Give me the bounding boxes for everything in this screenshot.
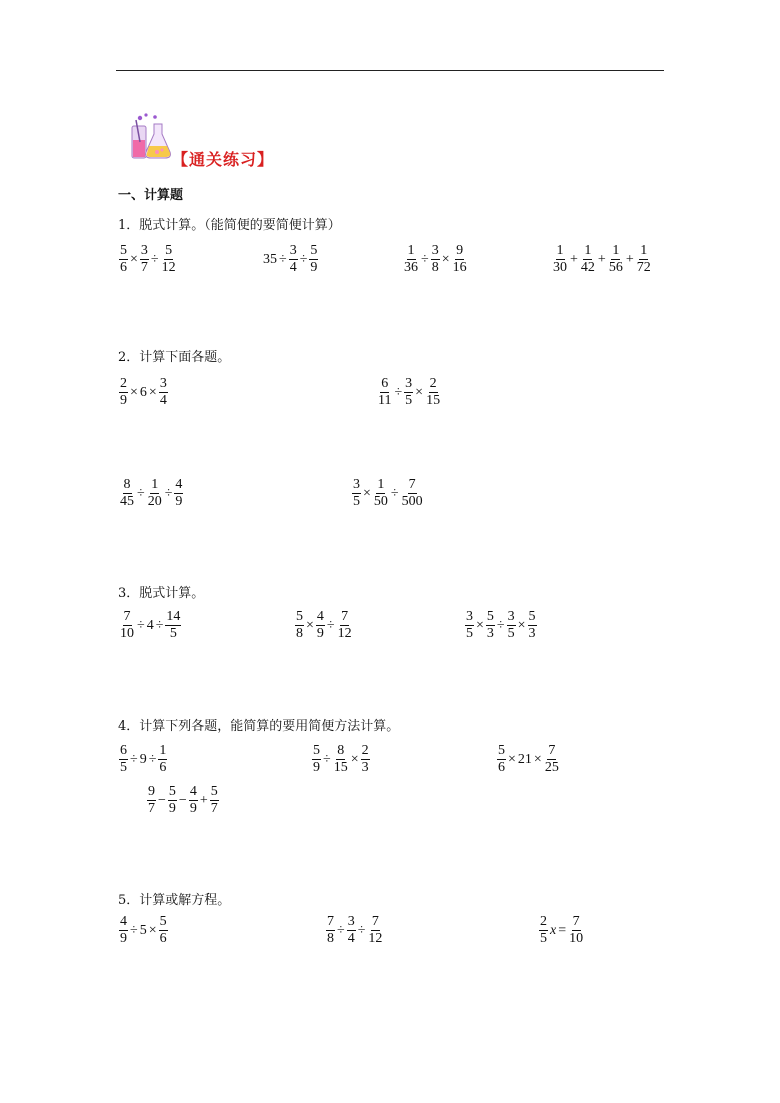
- denominator: 6: [498, 760, 505, 775]
- denominator: 11: [378, 393, 392, 408]
- denominator: 9: [120, 393, 127, 408]
- number: 5: [139, 922, 147, 938]
- fraction: [528, 609, 537, 642]
- fraction: [119, 914, 128, 947]
- numerator: 3: [353, 477, 360, 492]
- fraction: [119, 376, 128, 409]
- fraction: [352, 477, 361, 510]
- numerator: 7: [548, 743, 556, 758]
- operator: ÷: [137, 617, 145, 633]
- operator: ÷: [155, 617, 164, 633]
- numerator: 1: [640, 243, 648, 258]
- expression-q3-3: [464, 609, 538, 642]
- expression-q2-2: [376, 376, 442, 409]
- fraction: [552, 243, 568, 276]
- fraction: [337, 609, 353, 642]
- operator: ×: [130, 251, 138, 267]
- operator: ×: [441, 251, 450, 267]
- numerator: 5: [165, 243, 173, 258]
- numerator: 5: [296, 609, 303, 624]
- operator: ×: [148, 384, 157, 400]
- denominator: 9: [175, 494, 183, 509]
- operator: ÷: [150, 251, 159, 267]
- expression-q4-3: [496, 743, 561, 776]
- numerator: 3: [347, 914, 355, 929]
- fraction: [289, 243, 298, 276]
- denominator: 30: [553, 260, 567, 275]
- expression-q1-4: [551, 243, 653, 276]
- numerator: 5: [120, 243, 127, 258]
- expression-q4-4: [146, 784, 220, 817]
- fraction: [377, 376, 392, 409]
- operator: ÷: [299, 251, 308, 267]
- operator: ÷: [357, 922, 366, 938]
- operator: ÷: [323, 751, 331, 767]
- operator: ×: [517, 617, 526, 633]
- fraction: [165, 609, 181, 642]
- fraction: [147, 477, 163, 510]
- denominator: 4: [347, 931, 355, 946]
- header-rule: [116, 70, 664, 71]
- denominator: 12: [161, 260, 176, 275]
- numerator: 4: [189, 784, 197, 799]
- fraction: [401, 477, 424, 510]
- fraction: [295, 609, 304, 642]
- operator: ÷: [421, 251, 429, 267]
- fraction: [497, 743, 506, 776]
- fraction: [168, 784, 177, 817]
- denominator: 7: [210, 801, 218, 816]
- numerator: 1: [151, 477, 159, 492]
- expression-q4-2: [311, 743, 371, 776]
- denominator: 15: [333, 760, 348, 775]
- fraction: [361, 743, 370, 776]
- denominator: 9: [120, 931, 127, 946]
- expression-q5-3: [538, 914, 585, 947]
- numerator: 2: [120, 376, 127, 391]
- operator: ÷: [279, 251, 287, 267]
- operator: =: [558, 922, 567, 938]
- operator: ÷: [394, 384, 403, 400]
- denominator: 9: [310, 260, 318, 275]
- operator: ÷: [148, 751, 157, 767]
- fraction: [309, 243, 318, 276]
- fraction: [119, 477, 135, 510]
- operator: ×: [476, 617, 484, 633]
- numerator: 5: [486, 609, 494, 624]
- denominator: 3: [486, 626, 494, 641]
- fraction: [119, 609, 135, 642]
- denominator: 4: [289, 260, 297, 275]
- denominator: 7: [148, 801, 155, 816]
- numerator: 2: [429, 376, 437, 391]
- denominator: 9: [168, 801, 176, 816]
- operator: ÷: [137, 485, 145, 501]
- numerator: 1: [612, 243, 620, 258]
- denominator: 6: [159, 931, 167, 946]
- numerator: 5: [310, 243, 318, 258]
- fraction: [580, 243, 596, 276]
- fraction: [425, 376, 441, 409]
- operator: ×: [508, 751, 516, 767]
- question-5-label: 5．计算或解方程。: [118, 893, 231, 908]
- numerator: 7: [408, 477, 416, 492]
- fraction: [373, 477, 389, 510]
- fraction: [159, 914, 168, 947]
- numerator: 7: [123, 609, 131, 624]
- denominator: 4: [159, 393, 167, 408]
- denominator: 5: [507, 626, 515, 641]
- numerator: 1: [556, 243, 564, 258]
- number: 9: [139, 751, 147, 767]
- numerator: 3: [289, 243, 297, 258]
- expression-q1-2: [262, 243, 319, 276]
- numerator: 9: [148, 784, 155, 799]
- numerator: 4: [316, 609, 324, 624]
- denominator: 9: [313, 760, 320, 775]
- denominator: 3: [361, 760, 369, 775]
- fraction: [367, 914, 383, 947]
- numerator: 3: [507, 609, 515, 624]
- numerator: 1: [584, 243, 592, 258]
- fraction: [636, 243, 652, 276]
- number: 4: [146, 617, 154, 633]
- expression-q3-2: [294, 609, 354, 642]
- fraction: [568, 914, 584, 947]
- operator: ×: [130, 384, 138, 400]
- question-4-label: 4．计算下列各题，能简算的要用简便方法计算。: [118, 719, 400, 734]
- numerator: 5: [159, 914, 167, 929]
- number: 6: [139, 384, 147, 400]
- fraction: [608, 243, 624, 276]
- numerator: 14: [166, 609, 181, 624]
- expression-q5-2: [325, 914, 384, 947]
- numerator: 1: [407, 243, 415, 258]
- number: 21: [517, 751, 532, 767]
- numerator: 3: [159, 376, 167, 391]
- numerator: 5: [168, 784, 176, 799]
- denominator: 5: [353, 494, 360, 509]
- fraction: [159, 376, 168, 409]
- numerator: 2: [540, 914, 547, 929]
- expression-q2-4: [351, 477, 425, 510]
- expression-q1-1: [118, 243, 178, 276]
- denominator: 9: [316, 626, 324, 641]
- question-1-label: 1．脱式计算。（能简便的要简便计算）: [118, 218, 341, 233]
- question-2-label: 2．计算下面各题。: [118, 350, 231, 365]
- expression-q1-3: [402, 243, 469, 276]
- denominator: 5: [169, 626, 177, 641]
- fraction: [403, 243, 419, 276]
- denominator: 8: [327, 931, 334, 946]
- numerator: 7: [327, 914, 334, 929]
- numerator: 4: [120, 914, 127, 929]
- operator: +: [597, 251, 606, 267]
- fraction: [119, 243, 128, 276]
- denominator: 10: [569, 931, 584, 946]
- operator: ×: [350, 751, 359, 767]
- lab-flask-icon: [128, 112, 174, 162]
- numerator: 6: [120, 743, 127, 758]
- fraction: [326, 914, 335, 947]
- fraction: [316, 609, 325, 642]
- page-title: 【通关练习】: [172, 150, 275, 169]
- denominator: 15: [426, 393, 441, 408]
- fraction: [404, 376, 413, 409]
- denominator: 50: [373, 494, 388, 509]
- operator: ÷: [164, 485, 173, 501]
- operator: ×: [306, 617, 314, 633]
- numerator: 8: [337, 743, 345, 758]
- expression-q5-1: [118, 914, 169, 947]
- expression-q2-3: [118, 477, 184, 510]
- fraction: [119, 743, 128, 776]
- fraction: [333, 743, 349, 776]
- operator: +: [570, 251, 578, 267]
- number: 35: [263, 251, 277, 267]
- fraction: [347, 914, 356, 947]
- numerator: 3: [431, 243, 439, 258]
- operator: ÷: [130, 922, 138, 938]
- denominator: 16: [452, 260, 467, 275]
- denominator: 10: [120, 626, 134, 641]
- denominator: 12: [337, 626, 352, 641]
- denominator: 42: [580, 260, 595, 275]
- fraction: [486, 609, 495, 642]
- denominator: 56: [608, 260, 623, 275]
- operator: ÷: [496, 617, 505, 633]
- operator: ×: [533, 751, 542, 767]
- fraction: [158, 743, 167, 776]
- fraction: [161, 243, 177, 276]
- numerator: 5: [313, 743, 320, 758]
- question-3-label: 3．脱式计算。: [118, 586, 205, 601]
- expression-q2-1: [118, 376, 169, 409]
- operator: +: [625, 251, 634, 267]
- numerator: 1: [377, 477, 385, 492]
- numerator: 3: [140, 243, 148, 258]
- fraction: [147, 784, 156, 817]
- denominator: 6: [159, 760, 167, 775]
- denominator: 5: [120, 760, 127, 775]
- denominator: 36: [404, 260, 418, 275]
- denominator: 72: [636, 260, 651, 275]
- expression-q4-1: [118, 743, 168, 776]
- numerator: 3: [466, 609, 473, 624]
- operator: ÷: [130, 751, 138, 767]
- denominator: 8: [296, 626, 303, 641]
- denominator: 7: [140, 260, 148, 275]
- denominator: 5: [405, 393, 413, 408]
- operator: −: [178, 792, 187, 808]
- numerator: 4: [175, 477, 183, 492]
- fraction: [140, 243, 149, 276]
- operator: ÷: [337, 922, 345, 938]
- numerator: 7: [371, 914, 379, 929]
- fraction: [174, 477, 183, 510]
- denominator: 8: [431, 260, 439, 275]
- fraction: [544, 743, 560, 776]
- denominator: 3: [528, 626, 536, 641]
- denominator: 5: [540, 931, 547, 946]
- fraction: [189, 784, 198, 817]
- numerator: 7: [572, 914, 580, 929]
- denominator: 25: [544, 760, 559, 775]
- numerator: 1: [159, 743, 167, 758]
- denominator: 6: [120, 260, 127, 275]
- numerator: 5: [528, 609, 536, 624]
- operator: ÷: [390, 485, 399, 501]
- fraction: [452, 243, 468, 276]
- numerator: 6: [381, 376, 389, 391]
- numerator: 2: [361, 743, 369, 758]
- denominator: 500: [401, 494, 423, 509]
- numerator: 5: [498, 743, 505, 758]
- numerator: 9: [456, 243, 464, 258]
- expression-q3-1: [118, 609, 182, 642]
- fraction: [539, 914, 548, 947]
- operator: +: [199, 792, 208, 808]
- numerator: 7: [341, 609, 349, 624]
- operator: ×: [148, 922, 157, 938]
- numerator: 5: [210, 784, 218, 799]
- denominator: 20: [147, 494, 162, 509]
- denominator: 5: [466, 626, 473, 641]
- fraction: [312, 743, 321, 776]
- fraction: [210, 784, 219, 817]
- operator: ÷: [326, 617, 335, 633]
- operator: ×: [363, 485, 371, 501]
- operator: −: [158, 792, 166, 808]
- fraction: [431, 243, 440, 276]
- fraction: [507, 609, 516, 642]
- fraction: [465, 609, 474, 642]
- denominator: 45: [120, 494, 134, 509]
- operator: ×: [415, 384, 424, 400]
- denominator: 9: [189, 801, 197, 816]
- variable: x: [550, 922, 557, 938]
- denominator: 12: [368, 931, 383, 946]
- numerator: 8: [123, 477, 131, 492]
- numerator: 3: [405, 376, 413, 391]
- section-heading-calc: 一、计算题: [118, 188, 184, 203]
